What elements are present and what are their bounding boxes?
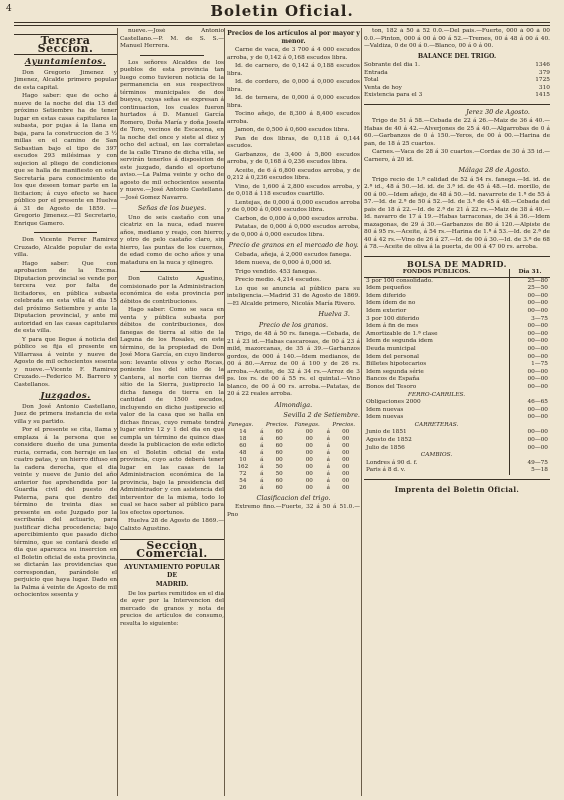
- price-line: Jamon, de 0,500 á 0,600 escudos libra.: [235, 127, 350, 133]
- masthead: Boletin Oficial.: [210, 2, 354, 20]
- notice-paragraph: Hago saber: Que con aprobacion de la Excma. Diputacion provincial se vende por tercera vez por falta de licitadores, en pública subasta celebrada en esta villa el dia 15 del próximo Setiembre y ante la Diputacion provincial, y ante mi autoridad en las casas capitulares de esta villa.: [14, 260, 117, 334]
- market-cell: 60: [275, 477, 283, 484]
- bolsa-label: Idem ídem de no: [366, 300, 416, 307]
- market-cell: 14: [239, 428, 247, 435]
- market-cell: 50: [275, 463, 283, 470]
- price-line: Garbanzos, de 3,400 á 5,800 escudos arroba, y de 0,168 á 0,236 escudos libra.: [227, 151, 360, 165]
- juzgados-heading: Juzgados.: [40, 391, 91, 401]
- market-cell: á: [260, 435, 264, 442]
- bolsa-label: 3 por 100 consolidado.: [366, 277, 434, 284]
- trigo-heading: Precio de los granos.: [258, 320, 329, 329]
- market-cell: 162: [237, 463, 249, 470]
- bolsa-row: [364, 376, 550, 384]
- market-cell: 00: [305, 484, 313, 491]
- balance-list: [364, 62, 550, 100]
- bolsa-row: [364, 285, 550, 293]
- bolsa-label: Amortizable de 1.ª clase: [366, 330, 438, 337]
- market-cell: 60: [239, 442, 247, 449]
- balance-label: Venta de hoy: [364, 84, 402, 91]
- market-row: [227, 429, 360, 436]
- bolsa-value: 46—65: [510, 399, 551, 407]
- notice-paragraph: Hago saber: Como se saca en venta y pública subasta por débitos de contribuciones, dos fanegas de tierra al sitio de la Laguna de los Rosales, en este término, de la propiedad de Don José Mora García, en cuyo linderos son: levante olivos y ocho Rocas, poniente los del sitio de la Cantera, al norte con tierras del sitio de la Sierra, justiprecio la dicha fanega de tierra en la cantidad de 1500 escudos, incluyendo en dicho justiprecio el valor de la casa que se halla en dichas fincas, cuyo remate tendrá lugar entre 12 y 1 del dia en que cumpla un término de quince dias desde la publicacion de este edicto en el Boletin oficial de esta provincia, cuyo acto deberá tener lugar en las casas de la Administracion económica de la provincia, bajo la presidencia del Administrador y con asistencia del interventor de la misma, todo lo cual se hace saber al público para los efectos oportunos.: [120, 307, 224, 516]
- bolsa-value: 1—75: [510, 361, 551, 369]
- bolsa-label: Londres á 90 d. f.: [366, 459, 418, 466]
- market-cell: 50: [275, 470, 283, 477]
- market-header: Precios.: [265, 421, 289, 428]
- bolsa-row: [364, 429, 550, 437]
- bolsa-label: Idem segunda série: [366, 368, 424, 375]
- market-cell: 00: [305, 428, 313, 435]
- market-cell: 00: [305, 435, 313, 442]
- huelva-heading: Huelva 3.: [318, 310, 350, 318]
- balance-value: 1725: [535, 77, 550, 83]
- market-cell: 54: [239, 477, 247, 484]
- market-cell: á: [260, 470, 264, 477]
- divider: [140, 55, 204, 56]
- bolsa-label: Billetes hipotecarios: [366, 361, 427, 368]
- column-4: [364, 28, 550, 796]
- bolsa-row: [364, 323, 550, 331]
- seccion-comercial-title: Seccion Comercial.: [120, 539, 224, 560]
- bolsa-row: [364, 300, 550, 308]
- bolsa-value: 3—75: [510, 316, 551, 324]
- market-cell: 60: [275, 449, 283, 456]
- bolsa-label: Bonos del Tesoro: [366, 383, 417, 390]
- market-cell: á: [326, 449, 330, 456]
- top-rule: [14, 22, 550, 23]
- notice-paragraph: nueve.—José Antonio Castellano.—P. M. de S. S.—Manuel Herrera.: [120, 28, 224, 49]
- balance-value: 1415: [535, 92, 550, 98]
- precios-heading: Precios de los artículos al por mayor y menor.: [227, 30, 360, 45]
- bolsa-value: 00—00: [510, 338, 551, 346]
- bolsa-label: FERRO-CARRILES.: [407, 391, 466, 398]
- market-cell: 60: [275, 484, 283, 491]
- price-line: Trigo recio de 1.ª calidad de 52 á 54 rs. fanega.—Id. id. de 2.ª id., 48 á 50.—Id. id. de 3.ª id. de 45 á 48.—Id. morillo, de 00 á 00.—Idem añejo, de 48 á 50.—Id. navarrete de 1.ª de 55 á 57.—Id. de 2.ª de 50 á 52.—Id. de 3.ª de 45 á 48.—Cebada del pais de 18 á 22.—Id. de 2.ª de 21 á 22 rs.—Maiz de 38 á 40.—Id. navarro de 17 á 19.—Habas tarraconas, de 34 á 36.—Idem mazagonas, de 29 á 30.—Garbanzos de 80 á 120.—Alpiste de 80 á 95 rs.—Aceite, á 54 rs.—Harina de 1.ª á 53.—Id. de 2.ª de 40 á 42 rs.—Vino de 26 á 27.—Id. de 00 á 30.—Id. de 3.ª de 68 á 78.—Aceite de oliva á la puerta, de 00 á 47 00 rs. arroba.: [364, 176, 550, 250]
- bolsa-value: 00—00: [510, 376, 551, 384]
- notice-paragraph: Y para que llegue á noticia del público se fija el presente en Villarrasa á veinte y nueve de Agosto de mil ochocientos sesenta y nueve.—Vicente F. Ramirez Cruzado.—Federico M. Barrero y Castellanos.: [14, 336, 117, 388]
- bolsa-value: 00—00: [510, 437, 551, 445]
- bolsa-row: [364, 445, 550, 453]
- balance-value: 310: [538, 84, 550, 91]
- bolsa-value: 00—00: [510, 323, 551, 331]
- senas-heading: Señas de los bueyes.: [137, 204, 207, 212]
- market-cell: 72: [239, 470, 247, 477]
- price-line: Idem nueva, de 0,000 á 0,000 id.: [235, 260, 332, 266]
- bolsa-label: Idem nuevas: [366, 414, 404, 421]
- bolsa-value: 00—00: [510, 407, 551, 415]
- ayuntamiento-subheading: MADRID.: [155, 581, 189, 588]
- balance-label: Entrada: [364, 69, 388, 76]
- bolsa-label: Idem diferido: [366, 292, 406, 299]
- market-cell: á: [326, 442, 330, 449]
- bolsa-row: [364, 354, 550, 362]
- notice-paragraph: Huelva 28 de Agosto de 1869.—Calixto Agustino.: [120, 518, 224, 532]
- top-rule-thin: [14, 25, 550, 26]
- bolsa-label: Junio de 1851: [366, 429, 407, 436]
- bolsa-value: 25—80: [510, 277, 551, 285]
- imprenta-footer: Imprenta del Boletin Oficial.: [394, 485, 520, 495]
- bolsa-value: 00—00: [510, 429, 551, 437]
- bolsa-row: [364, 308, 550, 316]
- bolsa-value: 49—75: [510, 460, 551, 468]
- price-line: Patatas, de 0,000 á 0,000 escudos arroba, y de 0,000 á 0,000 escudos libra.: [227, 224, 360, 238]
- bolsa-table: [364, 269, 550, 475]
- balance-label: Sobrante del dia 1.: [364, 62, 420, 68]
- bolsa-row: [364, 422, 550, 430]
- bolsa-label: CARRETERAS.: [414, 421, 459, 428]
- bolsa-label: Paris á 8 d. v.: [366, 467, 406, 474]
- market-cell: 00: [305, 470, 313, 477]
- market-row: [227, 443, 360, 450]
- price-line: ton, 182 á 50 á 52 0.0.—Del pais.—Fuerte, 000 á 00 á 00 0.0.—Pinton, 000 á 00 á 00 á 52.—Tremes, 00 á 48 á 00 á 40.—Valdiza, 0 de 00 á 0.—Blanco, 00 á 0 á 00.: [364, 28, 550, 49]
- notice-paragraph: De los partes remitidos en el dia de ayer por la Intervencion del mercado de granos y nota de precios de artículos de consumo, resulta lo siguiente:: [120, 590, 224, 627]
- bolsa-row: [364, 414, 550, 422]
- column-divider: [361, 28, 362, 796]
- section-title: Tercera Seccion.: [14, 34, 117, 55]
- market-row: [227, 464, 360, 471]
- market-row: [227, 457, 360, 464]
- bolsa-label: Julio de 1856: [366, 444, 405, 451]
- market-cell: 00: [342, 442, 350, 449]
- notice-paragraph: Uno de seis castaño con una cicatriz en la nuca, edad nueve años, mediano y reajo, con hierro; y otro de pelo castaño claro, sin hierro, las puntas de los cuernos, de edad como de ocho años y una matadura en la nuca y ojinegro.: [120, 214, 224, 266]
- almondiga-heading: Almondiga.: [274, 400, 313, 409]
- bolsa-row: [364, 331, 550, 339]
- balance-row: [364, 77, 550, 85]
- balance-row: [364, 85, 550, 93]
- market-cell: á: [260, 484, 264, 491]
- bolsa-row: [364, 338, 550, 346]
- bolsa-header-value: Dia 31.: [510, 269, 551, 277]
- bolsa-row: [364, 399, 550, 407]
- balance-row: [364, 62, 550, 70]
- market-header: Fanegas.: [294, 421, 320, 428]
- clasificacion-heading: Clasificacion del trigo.: [256, 493, 331, 502]
- bolsa-value: 25—50: [510, 285, 551, 293]
- price-line: Id. de carnero, de 0,142 á 0,188 escudos libra.: [227, 63, 360, 77]
- bolsa-label: Idem exterior: [366, 307, 407, 314]
- price-line: Carbon, de 0,000 á 0,000 escudos arroba.: [235, 215, 359, 222]
- divider: [364, 104, 550, 105]
- market-cell: 48: [239, 449, 247, 456]
- bolsa-row: [364, 407, 550, 415]
- market-cell: á: [260, 456, 264, 463]
- divider: [34, 232, 97, 233]
- market-row: [227, 485, 360, 492]
- bolsa-header-label: FONDOS PÚBLICOS.: [364, 269, 510, 277]
- notice-paragraph: Hago saber: que de ocho á nueve de la noche del dia 13 del próximo Setiembre ha de tener lugar en estas casas capitulares la subasta, por pujas á la llana en baja, para la construccion de 3 ½ millas en el camino de San Sebastian bajo el tipo de 397 escudos 293 milésimas y con sujecion al pliego de condiciones que se halla de manifiesto en esta Secretaría para conocimiento de los que deseen tomar parte en la licitacion; á cuyo efecto se hace público por el presente en Huelva á 31 de Agosto de 1859. —Gregorio Jimenez.—El Secretario, Enrique Gamero.: [14, 93, 117, 227]
- sevilla-heading: Sevilla 2 de Setiembre.: [283, 411, 360, 419]
- price-line: Lentejas, de 0,000 á 0,000 escudos arroba y de 0,000 á 0,000 escudos libra.: [227, 199, 360, 213]
- market-cell: á: [260, 477, 264, 484]
- bolsa-label: Idem á fin de mes: [366, 323, 419, 330]
- market-cell: á: [326, 463, 330, 470]
- market-cell: 00: [342, 463, 350, 470]
- market-cell: 00: [275, 456, 283, 463]
- bolsa-value: 00—00: [510, 384, 551, 392]
- market-table-body: [227, 429, 360, 492]
- market-cell: á: [326, 428, 330, 435]
- bolsa-value: [510, 452, 551, 460]
- ayuntamientos-heading: Ayuntamientos.: [24, 57, 107, 67]
- bolsa-table-body: [364, 277, 550, 475]
- bolsa-value: 00—00: [510, 293, 551, 301]
- market-header: Fanegas.: [228, 421, 254, 428]
- price-line: Cebada, añeja, á 2,000 escudos fanega.: [235, 251, 352, 258]
- bolsa-value: [510, 392, 551, 400]
- bolsa-value: 00—00: [510, 369, 551, 377]
- market-cell: á: [326, 456, 330, 463]
- page-number: 4: [6, 4, 12, 14]
- bolsa-row: [364, 392, 550, 400]
- price-line: Carnes.—Vaca de 28 á 30 cuartos.—Cordas de 30 á 35 id.—Carnero, á 20 id.: [364, 149, 550, 163]
- market-cell: 00: [342, 484, 350, 491]
- market-cell: 00: [305, 477, 313, 484]
- bolsa-label: Obligaciones 2000: [366, 399, 421, 406]
- price-line: Carne de vaca, de 3 700 á 4 000 escudos arroba, y de 0,142 á 0,168 escudos libra.: [227, 47, 360, 61]
- bolsa-heading: BOLSA DE MADRID.: [407, 258, 507, 269]
- bolsa-row: [364, 452, 550, 460]
- price-line: Id. de ternera, de 0,000 á 0,000 escudos libra.: [227, 95, 360, 109]
- bolsa-row: [364, 346, 550, 354]
- market-cell: 00: [342, 428, 350, 435]
- price-line: Trigo de 51 á 58.—Cebada de 22 á 26.—Maiz de 36 á 40.—Habas de 40 á 42.—Alverjones de 25 á 40.—Algarrobas de 0 á 60.—Garbanzos de 0 á 150.—Yeros, de 00 á 00.—Harina de pan, de 18 á 25 cuartos.: [364, 118, 550, 147]
- bolsa-value: 5—18: [510, 467, 551, 475]
- market-cell: 60: [275, 442, 283, 449]
- market-table: [227, 422, 360, 492]
- notice-paragraph: Don Vicente Ferrer Ramirez Cruzado, Alcalde popular de esta villa.: [14, 237, 117, 258]
- notice-paragraph: Don José Antonio Castellano, Juez de primera instancia de esta villa y su partido.: [14, 403, 117, 425]
- divider: [364, 256, 550, 257]
- market-cell: 00: [342, 477, 350, 484]
- market-cell: á: [326, 470, 330, 477]
- bolsa-label: Idem pequeños: [366, 285, 411, 292]
- price-line: Trigo, de 48 á 50 rs. fanega.—Cebada, de 21 á 23 id.—Habas cascarosas, de 00 á 23 á mild, mazorcanas, de 35 á 39.—Garbanzos gordos, de 000 á 140.—Idem medianos, de 00 á 80.—Arroz de 00 á 100 y de 26 rs. arroba.—Aceite, de 32 á 34 rs.—Arroz de 3 ps. los rs. de 00 á 55 rs. el quintal.—Vino blanco, de 00 á 00 rs. arroba.—Patatas, de 20 á 22 reales arroba.: [227, 331, 360, 397]
- balance-value: 1346: [535, 62, 550, 68]
- market-cell: 00: [305, 463, 313, 470]
- market-row: [227, 450, 360, 457]
- bolsa-label: Agosto de 1852: [366, 437, 412, 444]
- bolsa-value: 00—00: [510, 414, 551, 422]
- market-cell: á: [260, 428, 264, 435]
- bolsa-row: [364, 277, 550, 285]
- notice-paragraph: Lo que se anuncia al público para su inteligencia.—Madrid 31 de Agosto de 1869.—El Alcalde primero, Nicolás María Rivero.: [227, 285, 360, 307]
- price-line: Trigo vendido. 453 fanegas.: [235, 268, 317, 275]
- market-cell: 60: [275, 428, 283, 435]
- bolsa-value: 00—00: [510, 445, 551, 453]
- market-cell: 60: [275, 435, 283, 442]
- price-line: Tocino añejo, de 8,300 á 8,400 escudos arroba.: [227, 111, 360, 125]
- bolsa-label: Deuda municipal: [366, 345, 416, 352]
- bolsa-row: [364, 384, 550, 392]
- market-cell: á: [326, 435, 330, 442]
- ayuntamiento-heading: AYUNTAMIENTO POPULAR DE: [124, 564, 220, 579]
- bolsa-value: 00—00: [510, 331, 551, 339]
- column-divider: [224, 28, 225, 796]
- market-cell: á: [326, 484, 330, 491]
- balance-row: [364, 70, 550, 78]
- notice-paragraph: Don Calixto Agustino, comisionado por la Administracion económica de esta provincia por débitos de contribuciones.: [120, 276, 224, 305]
- bolsa-row: [364, 467, 550, 475]
- bolsa-label: Bancos de España: [366, 376, 420, 383]
- bolsa-value: 00—00: [510, 354, 551, 362]
- market-cell: 00: [342, 470, 350, 477]
- notice-paragraph: Don Gregorio Jimenez y Jimenez, Alcalde primero popular de esta capital.: [14, 69, 117, 91]
- price-line: Id. de cordero, de 0,000 á 0,000 escudos libra.: [227, 79, 360, 93]
- granos-heading: Precio de granos en el mercado de hoy.: [228, 241, 359, 249]
- divider: [140, 271, 204, 272]
- market-row: [227, 436, 360, 443]
- balance-heading: BALANCE DEL TRIGO.: [417, 52, 497, 60]
- divider: [364, 479, 550, 480]
- bolsa-value: 00—00: [510, 346, 551, 354]
- market-cell: á: [326, 477, 330, 484]
- market-cell: 10: [239, 456, 247, 463]
- market-cell: 00: [305, 449, 313, 456]
- bolsa-label: Idem de segunda idem: [366, 338, 433, 345]
- column-divider: [117, 28, 118, 796]
- column-1: [14, 28, 117, 796]
- bolsa-value: 00—00: [510, 300, 551, 308]
- market-cell: á: [260, 463, 264, 470]
- bolsa-label: 3 por 100 diferido: [366, 315, 420, 322]
- bolsa-label: Idem del personal: [366, 353, 420, 360]
- malaga-heading: Málaga 28 de Agosto.: [458, 166, 530, 174]
- notice-paragraph: Los señores Alcaldes de los pueblos de esta provincia tan luego como tuvieren noticia de la permanencia en sus respectivos términos municipales de dos bueyes, cuyas señas se expresan á continuacion, los cuales fueron hurtados á D. Manuel García Romero, Doña María y doña Josefa de Toro, vecinos de Escacena, en la noche del once y siete al diez y ocho del actual, en las corraletas de la calle Tirano de dicha villa, se servirán tenerlos á disposicion de este juzgado, dando el oportuno aviso.—La Palma veinte y ocho de agosto de mil ochocientos sesenta y nueve.—José Antonio Castellano.—José Gomez Navarro.: [120, 59, 224, 201]
- bolsa-label: CAMBIOS.: [420, 452, 453, 459]
- market-cell: 00: [305, 442, 313, 449]
- market-cell: 00: [342, 456, 350, 463]
- column-3: [227, 28, 360, 796]
- price-line: Extremo fino.—Fuerte, 32 á 50 á 51.0.—Pno: [227, 504, 360, 518]
- bolsa-row: [364, 437, 550, 445]
- bolsa-value: [510, 422, 551, 430]
- notice-paragraph: Por el presente se cita, llama y emplaza á la persona que se considere dueño de una jumenta rucia, cerrada, con herraje en las cuatro patas, y un hierro difuso en la cadera derecha, que el dia veinte y nueve de Junio del año anterior fue aprehendida por la Guardia civil del puesto de Paterna, para que dentro del término de treinta dias se presente en este Juzgado por la escribanía del actuario, para justificar dicha procedencia; bajo apercibimiento que pasado dicho término, que se contará desde el dia que aparezca su insercion en el Boletin oficial de esta provincia, se dictarán las providencias que correspondan, parándole el perjuicio que haya lugar. Dado en la Palma á veinte de Agosto de mil ochocientos sesenta y: [14, 427, 117, 598]
- column-2: [120, 28, 224, 796]
- bolsa-label: Idem nuevas: [366, 406, 404, 413]
- balance-value: 379: [538, 69, 550, 76]
- market-cell: 26: [239, 484, 247, 491]
- price-line: Vino, de 1,600 á 2,800 escudos arroba, y de 0,018 á 118 escudos cuartillo.: [227, 183, 360, 197]
- market-cell: á: [260, 442, 264, 449]
- market-cell: 00: [342, 449, 350, 456]
- market-cell: 00: [342, 435, 350, 442]
- market-cell: 18: [239, 435, 247, 442]
- price-line: Pan de dos libras, de 0,118 á 0,144 escudos.: [227, 135, 360, 149]
- price-line: Aceite, de 6 á 6,800 escudos arroba, y de 0,212 á 0,236 escudos libra.: [227, 167, 360, 181]
- market-cell: 00: [305, 456, 313, 463]
- market-row: [227, 471, 360, 478]
- bolsa-row: [364, 361, 550, 369]
- market-cell: á: [260, 449, 264, 456]
- balance-label: Existencia para el 3: [364, 92, 423, 98]
- bolsa-value: 00—00: [510, 308, 551, 316]
- market-row: [227, 478, 360, 485]
- balance-label: Total: [364, 77, 379, 83]
- price-line: Precio medio. 4,214 escudos.: [235, 277, 321, 283]
- jerez-heading: Jerez 30 de Agosto.: [466, 107, 530, 116]
- market-header: Precios.: [332, 421, 356, 428]
- balance-row: [364, 92, 550, 100]
